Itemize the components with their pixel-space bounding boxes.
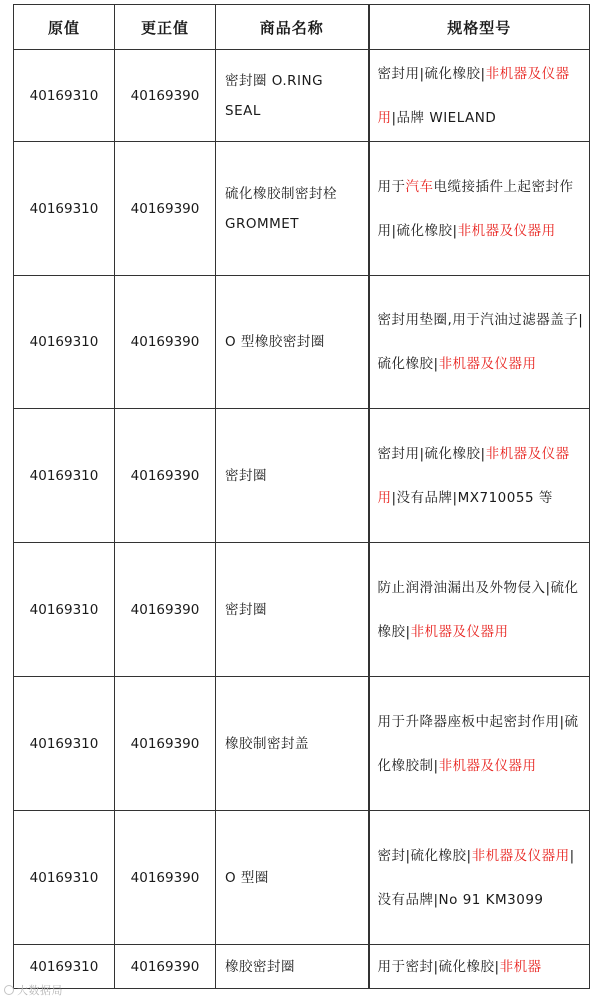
spec-text: 电缆接插件上起密封作用|硫化橡胶| <box>377 178 574 239</box>
header-original-value: 原值 <box>14 5 115 50</box>
table-row <box>14 50 590 142</box>
watermark-text: 大数据局 <box>17 984 63 997</box>
spec-model-cell <box>369 543 590 677</box>
original-value-cell: 40169310 <box>14 945 115 989</box>
table-row <box>14 677 590 811</box>
table-body <box>14 50 590 989</box>
corrected-value-cell: 40169390 <box>115 142 216 276</box>
table-row <box>14 945 590 989</box>
original-value-cell: 40169310 <box>14 677 115 811</box>
spec-text: |没有品牌|No 91 KM3099 <box>377 847 575 908</box>
spec-highlight-text: 非机器及仪器用 <box>471 847 570 864</box>
corrected-value-cell: 40169390 <box>115 811 216 945</box>
spec-model-cell <box>369 811 590 945</box>
original-value-cell: 40169310 <box>14 811 115 945</box>
corrected-value-cell: 40169390 <box>115 945 216 989</box>
spec-highlight-text: 非机器及仪器用 <box>410 623 509 640</box>
corrected-value-cell: 40169390 <box>115 276 216 409</box>
spec-highlight-text: 非机器及仪器用 <box>438 356 537 372</box>
correction-table-container <box>13 4 589 989</box>
table-row <box>14 409 590 543</box>
product-name-cell: O 型橡胶密封圈 <box>216 276 369 409</box>
original-value-cell: 40169310 <box>14 142 115 276</box>
original-value-cell: 40169310 <box>14 50 115 142</box>
product-name-cell: 密封圈 O.RING SEAL <box>216 50 369 142</box>
spec-text: 密封|硫化橡胶| <box>377 847 472 864</box>
corrected-value-cell: 40169390 <box>115 677 216 811</box>
spec-text: 密封用垫圈,用于汽油过滤器盖子|硫化橡胶| <box>377 312 584 372</box>
spec-highlight-text: 非机器及仪器用 <box>377 65 570 126</box>
original-value-cell: 40169310 <box>14 543 115 677</box>
spec-text: 用于升降器座板中起密封作用|硫化橡胶制| <box>377 713 579 774</box>
header-row <box>14 5 590 50</box>
spec-highlight-text: 非机器及仪器用 <box>438 757 537 774</box>
table-row <box>14 276 590 409</box>
spec-highlight-text: 非机器及仪器用 <box>457 222 556 239</box>
header-corrected-value: 更正值 <box>115 5 216 50</box>
spec-model-cell <box>369 945 590 989</box>
spec-highlight-text: 非机器 <box>499 958 542 975</box>
spec-text: 防止润滑油漏出及外物侵入|硫化橡胶| <box>377 579 579 640</box>
spec-text: |没有品牌|MX710055 等 <box>391 489 553 506</box>
spec-text: 密封用|硫化橡胶| <box>377 65 486 82</box>
watermark-logo-icon <box>4 985 14 995</box>
spec-model-cell <box>369 276 590 409</box>
correction-table <box>13 4 590 989</box>
corrected-value-cell: 40169390 <box>115 543 216 677</box>
product-name-cell: 橡胶制密封盖 <box>216 677 369 811</box>
original-value-cell: 40169310 <box>14 276 115 409</box>
product-name-cell: 密封圈 <box>216 543 369 677</box>
product-name-cell: 硫化橡胶制密封栓 GROMMET <box>216 142 369 276</box>
spec-text: 用于密封|硫化橡胶| <box>377 958 500 975</box>
spec-model-cell <box>369 50 590 142</box>
spec-highlight-text: 非机器及仪器用 <box>377 445 570 506</box>
watermark <box>4 982 63 998</box>
header-product-name: 商品名称 <box>216 5 369 50</box>
table-row <box>14 811 590 945</box>
corrected-value-cell: 40169390 <box>115 409 216 543</box>
spec-text: |品牌 WIELAND <box>391 109 497 126</box>
corrected-value-cell: 40169390 <box>115 50 216 142</box>
original-value-cell: 40169310 <box>14 409 115 543</box>
spec-model-cell <box>369 409 590 543</box>
table-row <box>14 543 590 677</box>
spec-model-cell <box>369 677 590 811</box>
table-row <box>14 142 590 276</box>
spec-text: 用于 <box>377 178 406 195</box>
header-spec-model: 规格型号 <box>369 5 590 50</box>
product-name-cell: 密封圈 <box>216 409 369 543</box>
spec-highlight-text: 汽车 <box>405 178 434 195</box>
product-name-cell: O 型圈 <box>216 811 369 945</box>
product-name-cell: 橡胶密封圈 <box>216 945 369 989</box>
spec-model-cell <box>369 142 590 276</box>
spec-text: 密封用|硫化橡胶| <box>377 445 486 462</box>
